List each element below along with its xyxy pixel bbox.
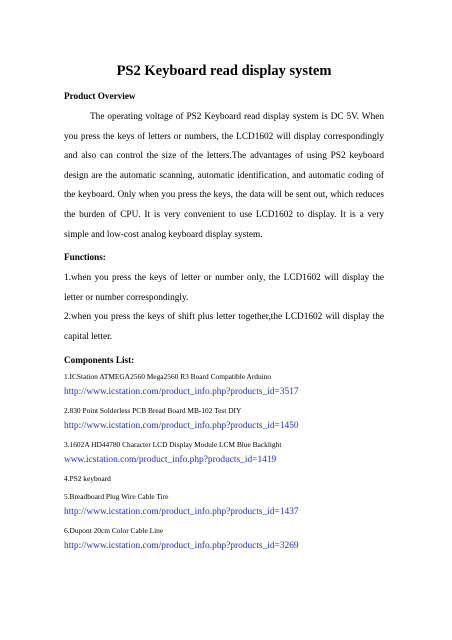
- components-list: [64, 372, 384, 552]
- document-page: [64, 62, 384, 560]
- function-item-1: 1.when you press the keys of letter or number only, the LCD1602 will display the letter or number correspondingly.: [64, 273, 384, 303]
- component-name-3: 3.1602A HD44780 Character LCD Display Module LCM Blue Backlight: [64, 439, 282, 449]
- component-link-5[interactable]: http://www.icstation.com/product_info.php?products_id=1437: [64, 506, 299, 517]
- overview-heading: Product Overview: [64, 91, 136, 101]
- component-name-6: 6.Dupont 20cm Color Cable Line: [64, 525, 164, 535]
- component-link-3[interactable]: www.icstation.com/product_info.php?products_id=1419: [64, 454, 277, 465]
- component-name-1: 1.ICStation ATMEGA2560 Mega2560 R3 Board Compatible Arduino: [64, 371, 272, 381]
- components-heading: Components List:: [64, 354, 135, 365]
- component-link-1[interactable]: http://www.icstation.com/product_info.php?products_id=3517: [64, 386, 299, 397]
- functions-heading: Functions:: [64, 252, 106, 263]
- overview-paragraph: The operating voltage of PS2 Keyboard read display system is DC 5V. When you press the keys of letters or numbers, the LCD1602 will display correspondingly and also can control the size of the letters.The advantages of using PS2 keyboard design are the automatic scanning, automatic identification, and automatic coding of the keyboard. Only when you press the keys, the data will be sent out, which reduces the burden of CPU. It is very convenient to use LCD1602 to display. It is a very simple and low-cost analog keyboard display system.: [64, 112, 384, 240]
- component-name-2: 2.830 Point Solderless PCB Bread Board MB-102 Test DIY: [64, 405, 242, 415]
- component-link-2[interactable]: http://www.icstation.com/product_info.php?products_id=1450: [64, 420, 299, 431]
- document-title: PS2 Keyboard read display system: [116, 63, 332, 79]
- function-item-2: 2.when you press the keys of shift plus letter together,the LCD1602 will display the capital letter.: [64, 312, 384, 342]
- component-name-5: 5.Breadboard Plug Wire Cable Tire: [64, 491, 169, 501]
- component-name-4: 4.PS2 keyboard: [64, 473, 111, 483]
- component-link-6[interactable]: http://www.icstation.com/product_info.php?products_id=3269: [64, 540, 299, 551]
